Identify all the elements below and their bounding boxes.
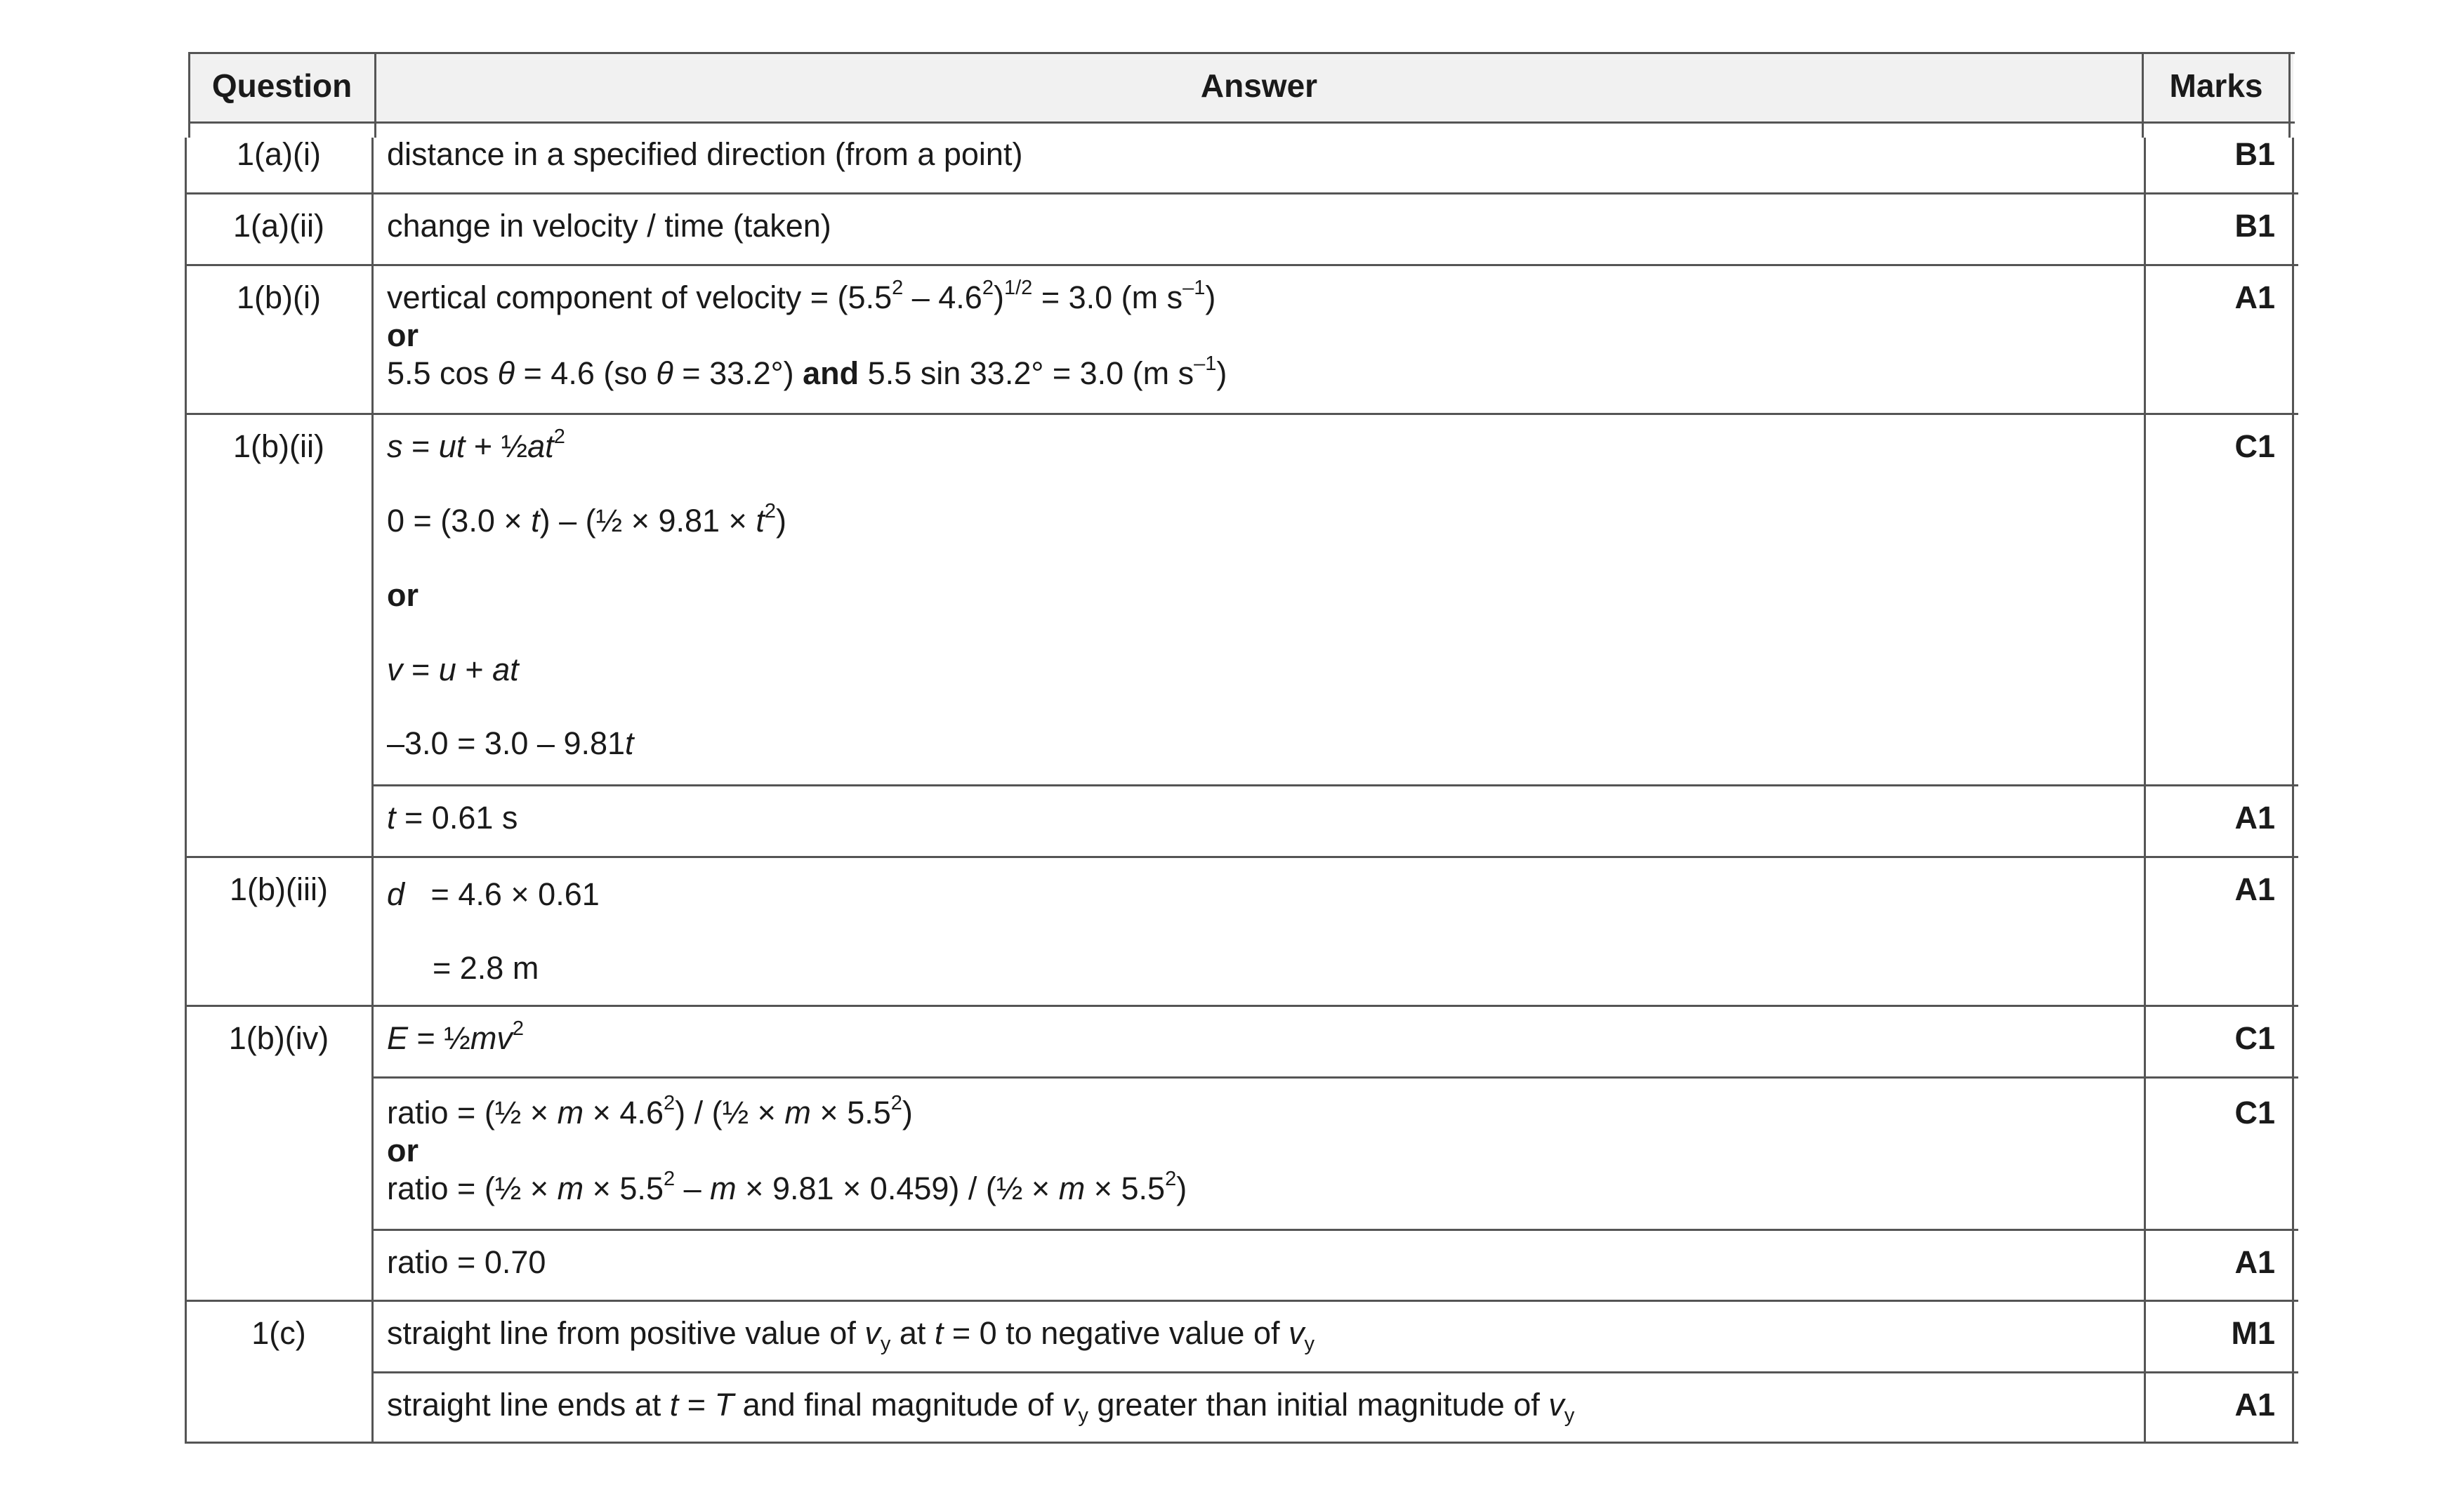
header-bottom-border [188,121,2295,124]
question-number: 1(b)(ii) [233,428,324,464]
question-number: 1(b)(i) [237,279,321,315]
answer-text: change in velocity / time (taken) [387,208,831,244]
question-number: 1(a)(ii) [233,208,324,244]
header-question: Question [211,67,353,104]
question-number: 1(b)(iii) [230,871,328,907]
mark: A1 [2234,871,2275,907]
mark: A1 [2234,800,2275,836]
row-border [185,413,2298,415]
answer-line: vertical component of velocity = $(5.5^2 - 4.6^2)^{1/2} = 3.0$ (m $s^{-1}$) [387,277,1216,315]
answer-or: or [387,1133,419,1168]
row-border [185,192,2298,195]
answer-line: ratio = (½ × $m \times 5.5^2 - m \times 9.81 \times 0.459$) / (½ × $m \times 5.5^2$) [387,1168,1187,1206]
answer-text: distance in a specified direction (from a point) [387,136,1023,172]
mark: C1 [2234,1095,2275,1130]
mark: A1 [2234,1244,2275,1280]
row-border [374,784,2298,786]
row-border [374,1229,2298,1231]
row-border [185,1005,2298,1007]
question-number: 1(c) [251,1315,306,1351]
answer-line: ratio = 0.70 [387,1244,546,1280]
mark: A1 [2234,1387,2275,1423]
answer-or: or [387,577,419,613]
mark: B1 [2234,136,2275,172]
answer-line: $E = \frac{1}{2}mv^2$ [387,1017,524,1056]
mark: B1 [2234,208,2275,244]
table-bottom-border [185,1442,2298,1444]
answer-line: d = 4.6 × 0.61 [387,876,600,912]
answer-or: or [387,317,419,353]
question-number: 1(b)(iv) [228,1020,329,1056]
mark: A1 [2234,279,2275,315]
answer-line: = 2.8 m [433,950,539,986]
header-top-border [188,52,2295,54]
row-border [185,856,2298,858]
body-column-border [185,138,187,1444]
mark: C1 [2234,428,2275,464]
row-border [374,1076,2298,1079]
row-border [374,1371,2298,1373]
body-column-border [2292,138,2294,1444]
question-number: 1(a)(i) [237,136,321,172]
answer-line: straight line ends at t = T and final magnitude of $v_y$ greater than initial magnitude of $v_y$ [387,1387,1575,1427]
answer-line: t = 0.61 s [387,800,518,836]
mark: C1 [2234,1020,2275,1056]
mark: M1 [2231,1315,2275,1351]
answer-line: 0 = (3.0 × t) – (½ × $9.81 \times t^2$) [387,500,786,539]
answer-line: 5.5 cos θ = 4.6 (so θ = 33.2°) and 5.5 sin 33.2° = 3.0 (m $s^{-1}$) [387,352,1227,391]
header-answer: Answer [1200,67,1318,104]
row-border [185,264,2298,266]
answer-line: straight line from positive value of $v_y$ at t = 0 to negative value of $v_y$ [387,1315,1315,1355]
header-marks: Marks [2169,67,2263,104]
answer-line: ratio = (½ × $m \times 4.6^2$) / (½ × $m \times 5.5^2$) [387,1092,913,1130]
answer-line: –3.0 = 3.0 – 9.81t [387,725,634,761]
body-column-border [371,138,374,1444]
header-column-border [2288,52,2291,138]
answer-line: s = ut + $\frac{1}{2}at^2$ [387,426,565,464]
row-border [185,1300,2298,1302]
answer-line: v = u + at [387,652,519,687]
